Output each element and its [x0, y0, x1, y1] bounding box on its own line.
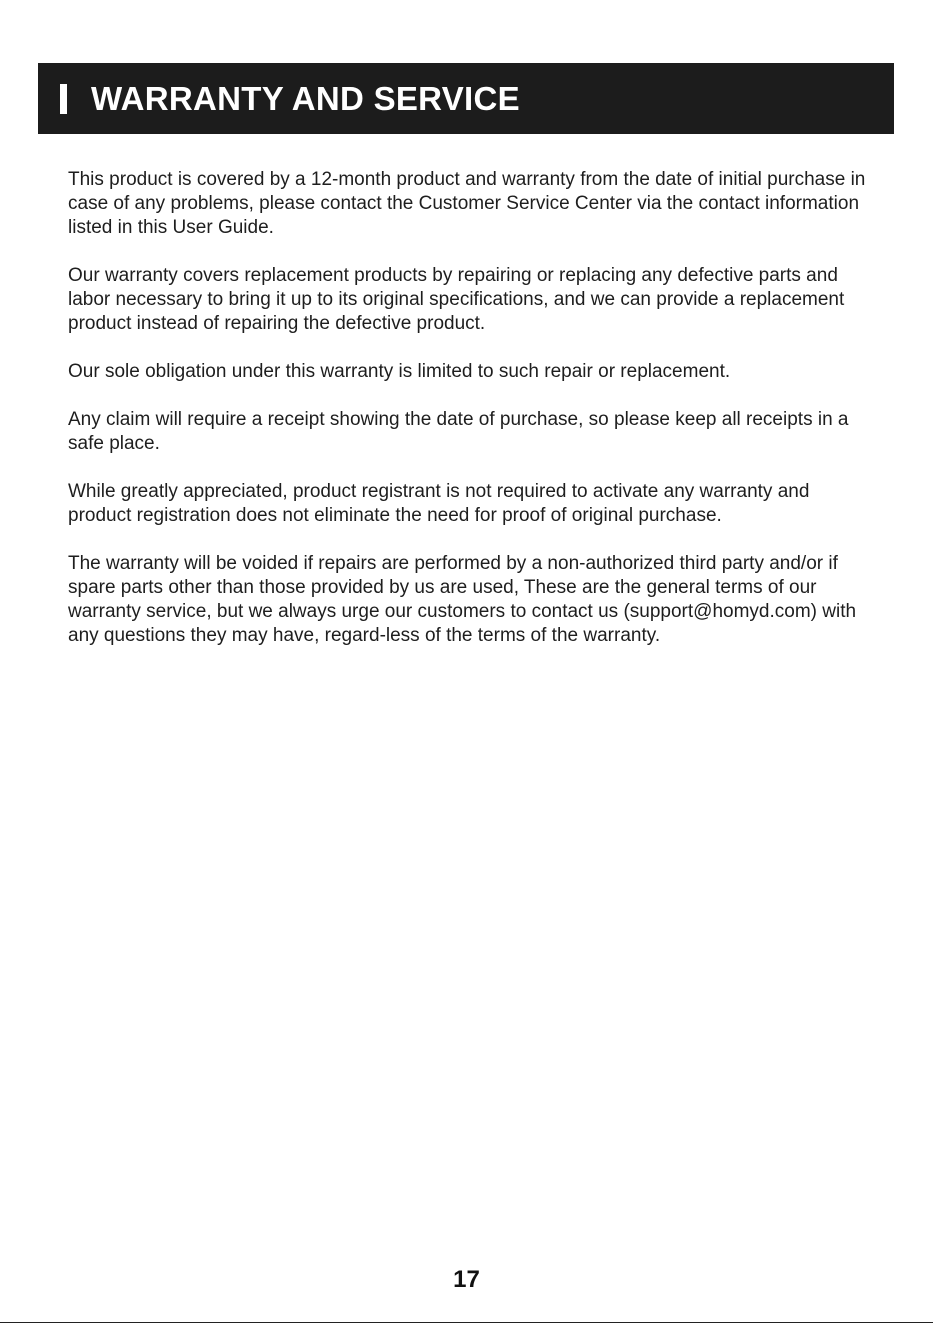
paragraph-claim-receipt: Any claim will require a receipt showing the date of purchase, so please keep all receipts in a safe place. [68, 409, 849, 454]
paragraph-obligation: Our sole obligation under this warranty is limited to such repair or replacement. [68, 361, 731, 382]
page-number: 17 [453, 1266, 480, 1293]
section-header-bar [38, 63, 894, 134]
section-title: WARRANTY AND SERVICE [91, 79, 520, 117]
warranty-body [68, 168, 868, 672]
bottom-divider [0, 1322, 933, 1323]
paragraph-replacement: Our warranty covers replacement products by repairing or replacing any defective parts and labor necessary to bring it up to its original specifications, and we can provide a replacement product instead of repairing the defective product. [68, 265, 845, 334]
paragraph-voided-terms: The warranty will be voided if repairs are performed by a non-authorized third party and/or if spare parts other than those provided by us are used, These are the general terms of our warranty service, but we always urge our customers to contact us (support@homyd.com) with any questions they may have, regard-less of the terms of the warranty. [68, 553, 857, 646]
header-accent-mark [60, 84, 67, 114]
paragraph-coverage: This product is covered by a 12-month product and warranty from the date of initial purchase in case of any problems, please contact the Customer Service Center via the contact information listed in this User Guide. [68, 169, 866, 238]
paragraph-registration: While greatly appreciated, product registrant is not required to activate any warranty and product registration does not eliminate the need for proof of original purchase. [68, 481, 810, 526]
